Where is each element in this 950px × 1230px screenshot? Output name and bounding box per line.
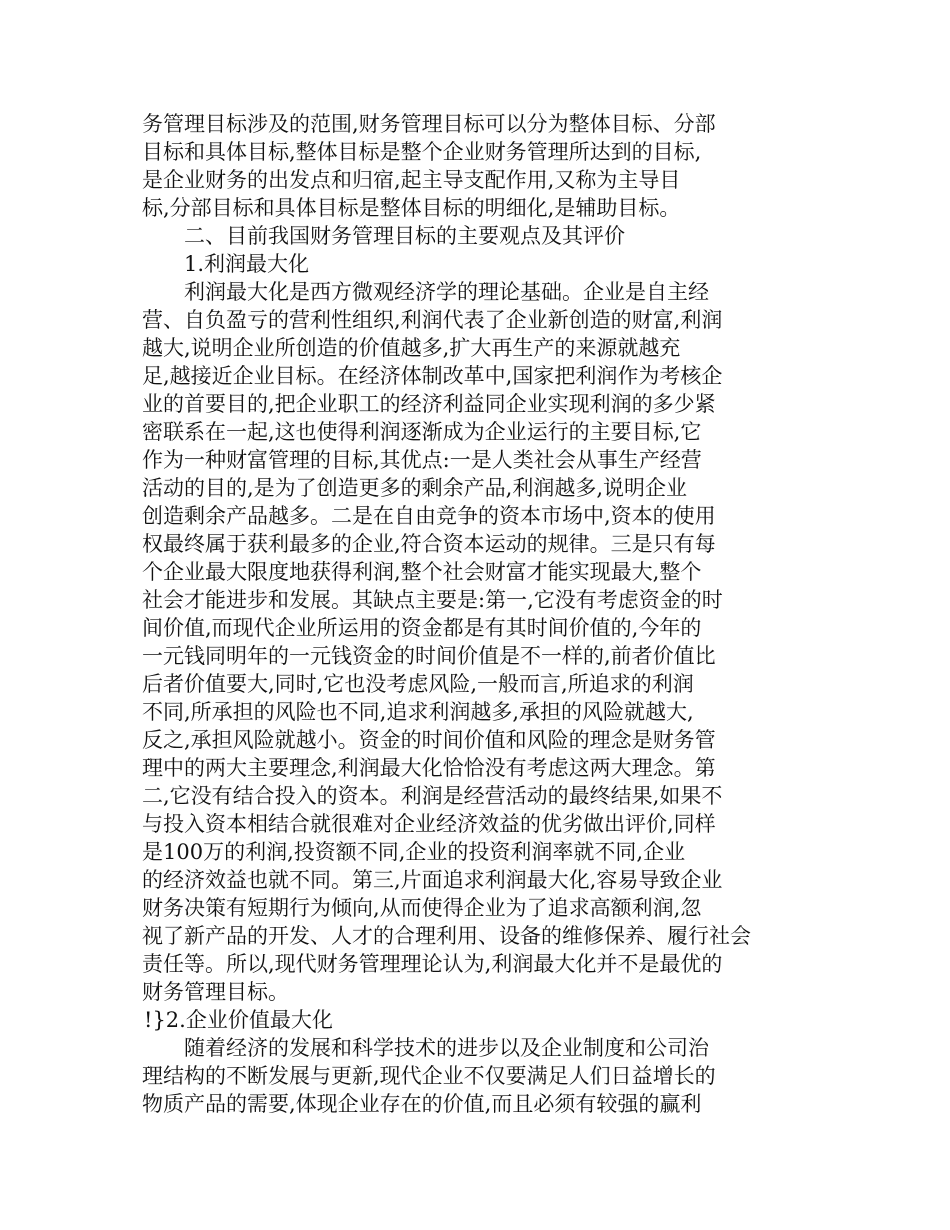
text-line: 目标和具体目标,整体目标是整个企业财务管理所达到的目标,: [142, 140, 702, 164]
text-line: 视了新产品的开发、人才的合理利用、设备的维修保养、履行社会: [142, 924, 751, 948]
text-line: 间价值,而现代企业所运用的资金都是有其时间价值的,今年的: [142, 616, 702, 640]
text-line: 权最终属于获利最多的企业,符合资本运动的规律。三是只有每: [142, 532, 716, 556]
text-line: 后者价值要大,同时,它也没考虑风险,一般而言,所追求的利润: [142, 672, 694, 696]
text-line: 社会才能进步和发展。其缺点主要是:第一,它没有考虑资金的时: [142, 588, 723, 612]
text-line: 责任等。所以,现代财务管理理论认为,利润最大化并不是最优的: [142, 952, 723, 976]
text-line: 财务决策有短期行为倾向,从而使得企业为了追求高额利润,忽: [142, 896, 702, 920]
text-line: 与投入资本相结合就很难对企业经济效益的优劣做出评价,同样: [142, 812, 716, 836]
text-line: 越大,说明企业所创造的价值越多,扩大再生产的来源就越充: [142, 336, 681, 360]
text-line: 一元钱同明年的一元钱资金的时间价值是不一样的,前者价值比: [142, 644, 716, 668]
text-line: 的经济效益也就不同。第三,片面追求利润最大化,容易导致企业: [142, 868, 723, 892]
text-line: 务管理目标涉及的范围,财务管理目标可以分为整体目标、分部: [142, 112, 716, 136]
text-line: 理中的两大主要理念,利润最大化恰恰没有考虑这两大理念。第: [142, 756, 716, 780]
text-line: 密联系在一起,这也使得利润逐渐成为企业运行的主要目标,它: [142, 420, 702, 444]
text-line: 二,它没有结合投入的资本。利润是经营活动的最终结果,如果不: [142, 784, 723, 808]
text-line: !}2.企业价值最大化: [144, 1008, 333, 1032]
text-line: 1.利润最大化: [184, 252, 310, 276]
body-text: [142, 110, 751, 1118]
text-line: 随着经济的发展和科学技术的进步以及企业制度和公司治: [184, 1036, 709, 1060]
text-line: 营、自负盈亏的营利性组织,利润代表了企业新创造的财富,利润: [142, 308, 723, 332]
text-line: 财务管理目标。: [142, 980, 289, 1004]
text-line: 足,越接近企业目标。在经济体制改革中,国家把利润作为考核企: [142, 364, 723, 388]
text-line: 作为一种财富管理的目标,其优点:一是人类社会从事生产经营: [142, 448, 702, 472]
text-line: 物质产品的需要,体现企业存在的价值,而且必须有较强的赢利: [142, 1092, 702, 1116]
text-line: 创造剩余产品越多。二是在自由竞争的资本市场中,资本的使用: [142, 504, 716, 528]
text-line: 不同,所承担的风险也不同,追求利润越多,承担的风险就越大,: [142, 700, 694, 724]
text-line: 二、目前我国财务管理目标的主要观点及其评价: [184, 224, 625, 248]
text-line: 个企业最大限度地获得利润,整个社会财富才能实现最大,整个: [142, 560, 702, 584]
text-line: 业的首要目的,把企业职工的经济利益同企业实现利润的多少紧: [142, 392, 716, 416]
text-line: 标,分部目标和具体目标是整体目标的明细化,是辅助目标。: [142, 196, 681, 220]
text-line: 理结构的不断发展与更新,现代企业不仅要满足人们日益增长的: [142, 1064, 716, 1088]
text-line: 利润最大化是西方微观经济学的理论基础。企业是自主经: [184, 280, 709, 304]
text-line: 反之,承担风险就越小。资金的时间价值和风险的理念是财务管: [142, 728, 716, 752]
text-line: 是100万的利润,投资额不同,企业的投资利润率就不同,企业: [142, 840, 686, 864]
text-line: 活动的目的,是为了创造更多的剩余产品,利润越多,说明企业: [142, 476, 688, 500]
text-line: 是企业财务的出发点和归宿,起主导支配作用,又称为主导目: [142, 168, 681, 192]
